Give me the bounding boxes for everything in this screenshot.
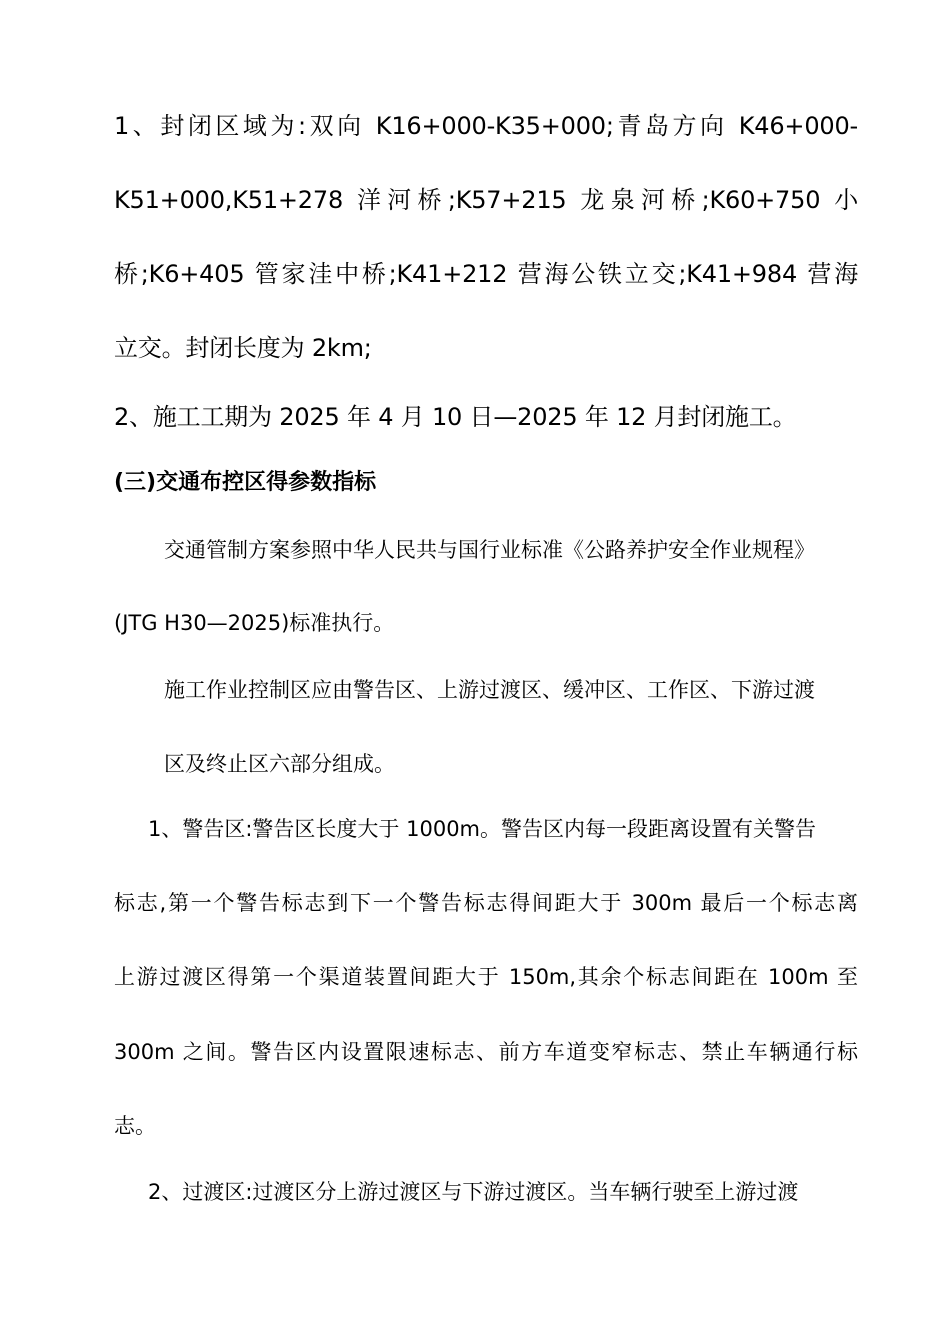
closure-area-line-1: 1、封闭区域为:双向 K16+000-K35+000;青岛方向 K46+000- [114,112,858,140]
closure-area-line-4: 立交。封闭长度为 2km; [114,334,372,362]
warning-zone-line-4: 300m 之间。警告区内设置限速标志、前方车道变窄标志、禁止车辆通行标 [114,1040,858,1064]
standard-paragraph-line-2: (JTG H30—2025)标准执行。 [114,611,395,635]
warning-zone-line-3: 上游过渡区得第一个渠道装置间距大于 150m,其余个标志间距在 100m 至 [114,965,858,989]
closure-area-line-3: 桥;K6+405 管家洼中桥;K41+212 营海公铁立交;K41+984 营海 [114,260,858,288]
control-zone-paragraph-line-2: 区及终止区六部分组成。 [164,752,395,776]
construction-period-line: 2、施工工期为 2025 年 4 月 10 日—2025 年 12 月封闭施工。 [114,403,797,431]
section-heading: (三)交通布控区得参数指标 [114,470,377,495]
warning-zone-line-5: 志。 [114,1114,156,1138]
standard-paragraph-line-1: 交通管制方案参照中华人民共与国行业标准《公路养护安全作业规程》 [164,538,815,562]
control-zone-paragraph-line-1: 施工作业控制区应由警告区、上游过渡区、缓冲区、工作区、下游过渡 [164,678,815,702]
closure-area-line-2: K51+000,K51+278 洋河桥;K57+215 龙泉河桥;K60+750 小 [114,186,858,214]
warning-zone-line-2: 标志,第一个警告标志到下一个警告标志得间距大于 300m 最后一个标志离 [114,891,858,915]
warning-zone-line-1: 1、警告区:警告区长度大于 1000m。警告区内每一段距离设置有关警告 [148,817,817,841]
transition-zone-line-1: 2、过渡区:过渡区分上游过渡区与下游过渡区。当车辆行驶至上游过渡 [148,1180,799,1204]
